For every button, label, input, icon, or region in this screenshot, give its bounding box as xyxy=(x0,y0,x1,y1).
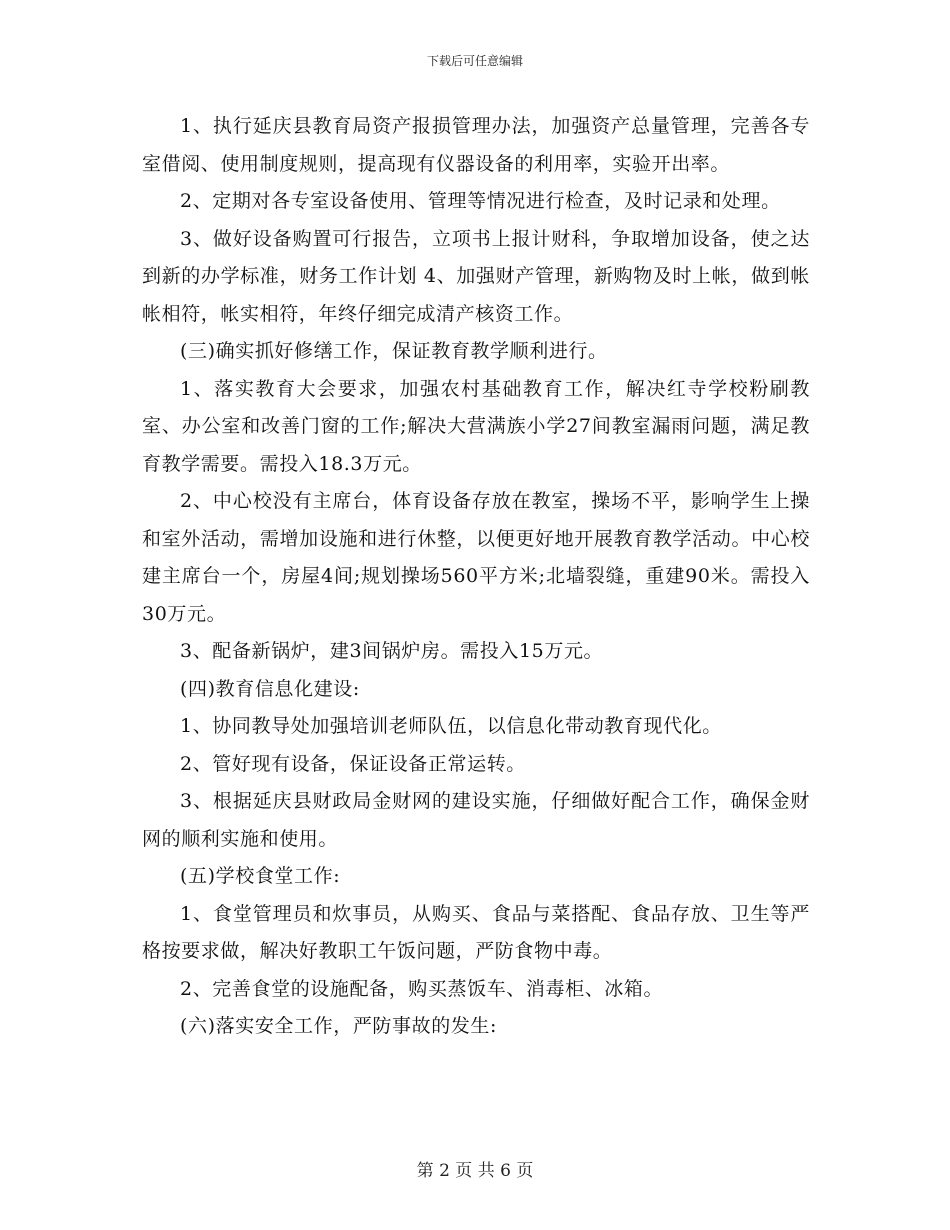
paragraph: 1、协同教导处加强培训老师队伍，以信息化带动教育现代化。 xyxy=(180,715,722,737)
paragraph: 2、完善食堂的设施配备，购买蒸饭车、消毒柜、冰箱。 xyxy=(180,977,664,1000)
section-heading: (三)确实抓好修缮工作，保证教育教学顺利进行。 xyxy=(180,340,608,362)
paragraph: 1、落实教育大会要求，加强农村基础教育工作，解决红寺学校粉刷教室、办公室和改善门窗的工作;解决大营满族小学27间教室漏雨问题，满足教育教学需要。需投入18.3万元。 xyxy=(142,377,810,475)
paragraph: 3、做好设备购置可行报告，立项书上报计财科，争取增加设备，使之达到新的办学标准，财务工作计划 4、加强财产管理，新购物及时上帐，做到帐帐相符，帐实相符，年终仔细完成清产核资工作。 xyxy=(142,227,810,325)
page-header: 下载后可任意编辑 xyxy=(426,54,523,68)
paragraph: 2、管好现有设备，保证设备正常运转。 xyxy=(180,752,526,775)
paragraph: 3、根据延庆县财政局金财网的建设实施，仔细做好配合工作，确保金财网的顺利实施和使用。 xyxy=(142,790,810,850)
section-heading: (六)落实安全工作，严防事故的发生: xyxy=(180,1015,498,1037)
page-footer: 第 2 页 共 6 页 xyxy=(416,1161,534,1181)
paragraph: 3、配备新锅炉，建3间锅炉房。需投入15万元。 xyxy=(180,640,604,662)
paragraph: 1、执行延庆县教育局资产报损管理办法，加强资产总量管理，完善各专室借阅、使用制度规则，提高现有仪器设备的利用率，实验开出率。 xyxy=(142,115,810,175)
paragraph: 2、中心校没有主席台，体育设备存放在教室，操场不平，影响学生上操和室外活动，需增加设施和进行休整，以便更好地开展教育教学活动。中心校建主席台一个，房屋4间;规划操场560平方米;北墙裂缝，重建90米。需投入30万元。 xyxy=(142,490,810,625)
section-heading: (五)学校食堂工作: xyxy=(180,865,341,887)
document-body xyxy=(142,108,810,1046)
section-heading: (四)教育信息化建设: xyxy=(180,677,360,700)
paragraph: 2、定期对各专室设备使用、管理等情况进行检查，及时记录和处理。 xyxy=(180,190,781,212)
paragraph: 1、食堂管理员和炊事员，从购买、食品与菜搭配、食品存放、卫生等严格按要求做，解决好教职工午饭问题，严防食物中毒。 xyxy=(142,902,810,962)
